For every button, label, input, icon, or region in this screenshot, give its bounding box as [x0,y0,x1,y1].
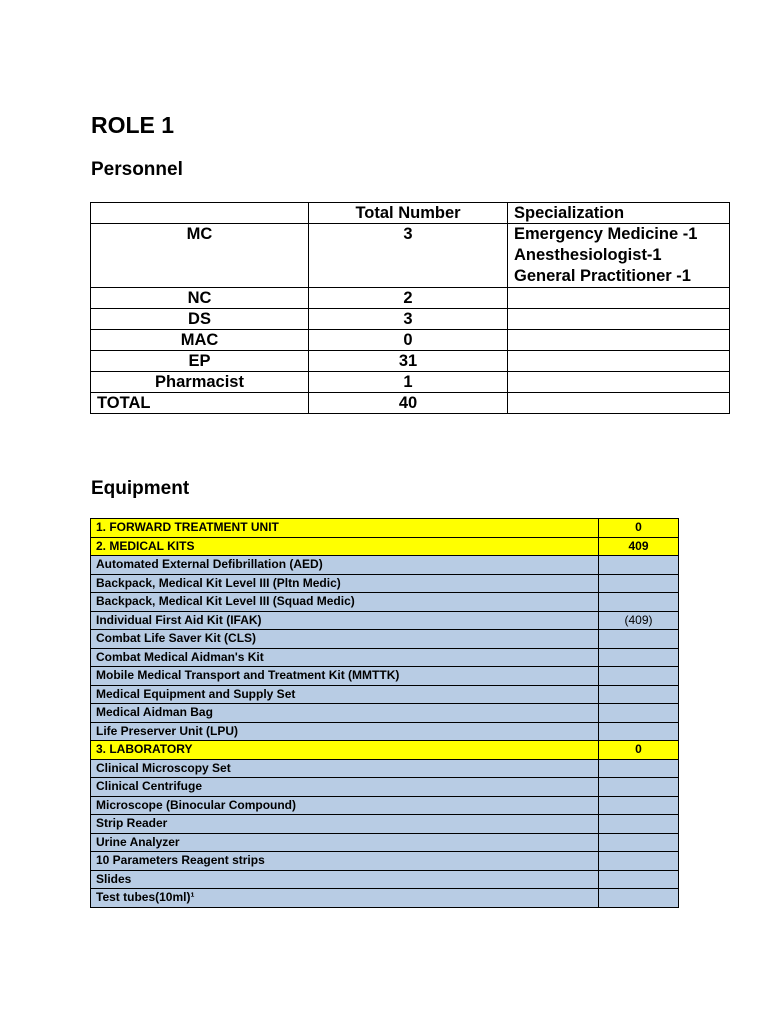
equipment-label: Backpack, Medical Kit Level III (Pltn Medic) [91,574,599,593]
specialization-cell [508,330,730,351]
role-cell: NC [91,288,309,309]
equipment-label: Life Preserver Unit (LPU) [91,722,599,741]
table-row [91,630,679,649]
table-row [91,778,679,797]
equipment-value: 0 [599,741,679,760]
table-row [91,704,679,723]
table-row [91,722,679,741]
specialization-line: Emergency Medicine -1 [514,225,698,243]
total-value: 40 [309,393,508,414]
equipment-value [599,833,679,852]
total-cell: 0 [309,330,508,351]
table-row [91,309,730,330]
table-row [91,351,730,372]
role-cell: MAC [91,330,309,351]
equipment-value: (409) [599,611,679,630]
equipment-label: Combat Life Saver Kit (CLS) [91,630,599,649]
equipment-value: 0 [599,519,679,538]
equipment-value [599,648,679,667]
category-row [91,537,679,556]
role-cell: EP [91,351,309,372]
equipment-label: 10 Parameters Reagent strips [91,852,599,871]
category-row [91,519,679,538]
table-row [91,330,730,351]
specialization-cell [508,309,730,330]
total-cell: 1 [309,372,508,393]
equipment-value [599,852,679,871]
page-title: ROLE 1 [91,112,175,138]
table-row [91,833,679,852]
table-row [91,796,679,815]
equipment-label: Urine Analyzer [91,833,599,852]
table-row [91,852,679,871]
role-cell: DS [91,309,309,330]
equipment-value [599,593,679,612]
equipment-value [599,685,679,704]
role-cell: Pharmacist [91,372,309,393]
specialization-cell [508,372,730,393]
equipment-heading: Equipment [91,478,190,499]
specialization-cell [508,351,730,372]
equipment-label: 2. MEDICAL KITS [91,537,599,556]
equipment-label: Strip Reader [91,815,599,834]
equipment-value [599,778,679,797]
table-row [91,556,679,575]
equipment-label: 1. FORWARD TREATMENT UNIT [91,519,599,538]
equipment-table [90,518,679,908]
equipment-label: Backpack, Medical Kit Level III (Squad Medic) [91,593,599,612]
table-row [91,815,679,834]
column-header-total: Total Number [309,203,508,224]
equipment-label: Automated External Defibrillation (AED) [91,556,599,575]
table-row [91,889,679,908]
equipment-label: Combat Medical Aidman's Kit [91,648,599,667]
equipment-value [599,815,679,834]
personnel-heading: Personnel [91,159,183,180]
personnel-header-row [91,203,730,224]
table-row [91,667,679,686]
equipment-value [599,704,679,723]
total-cell: 3 [309,309,508,330]
table-row [91,288,730,309]
specialization-cell [508,224,730,288]
column-header [91,203,309,224]
specialization-cell [508,288,730,309]
equipment-value [599,759,679,778]
role-cell: MC [91,224,309,288]
equipment-label: Clinical Microscopy Set [91,759,599,778]
specialization-line: Anesthesiologist-1 [514,246,662,264]
equipment-value [599,870,679,889]
column-header-specialization: Specialization [508,203,730,224]
category-row [91,741,679,760]
total-label: TOTAL [91,393,309,414]
total-row [91,393,730,414]
equipment-value [599,889,679,908]
specialization-line: General Practitioner -1 [514,267,691,285]
equipment-label: Test tubes(10ml)¹ [91,889,599,908]
table-row [91,224,730,288]
table-row [91,648,679,667]
equipment-label: Clinical Centrifuge [91,778,599,797]
table-row [91,685,679,704]
total-cell: 31 [309,351,508,372]
equipment-value [599,796,679,815]
equipment-value [599,556,679,575]
table-row [91,870,679,889]
equipment-label: Mobile Medical Transport and Treatment Kit (MMTTK) [91,667,599,686]
table-row [91,611,679,630]
personnel-table [90,202,730,414]
equipment-label: Microscope (Binocular Compound) [91,796,599,815]
equipment-label: Medical Equipment and Supply Set [91,685,599,704]
table-row [91,593,679,612]
total-cell: 2 [309,288,508,309]
equipment-label: Slides [91,870,599,889]
table-row [91,759,679,778]
equipment-value [599,630,679,649]
specialization-cell [508,393,730,414]
equipment-value [599,722,679,741]
table-row [91,372,730,393]
table-row [91,574,679,593]
equipment-label: Medical Aidman Bag [91,704,599,723]
equipment-value: 409 [599,537,679,556]
equipment-value [599,574,679,593]
total-cell: 3 [309,224,508,288]
equipment-value [599,667,679,686]
equipment-label: 3. LABORATORY [91,741,599,760]
equipment-label: Individual First Aid Kit (IFAK) [91,611,599,630]
